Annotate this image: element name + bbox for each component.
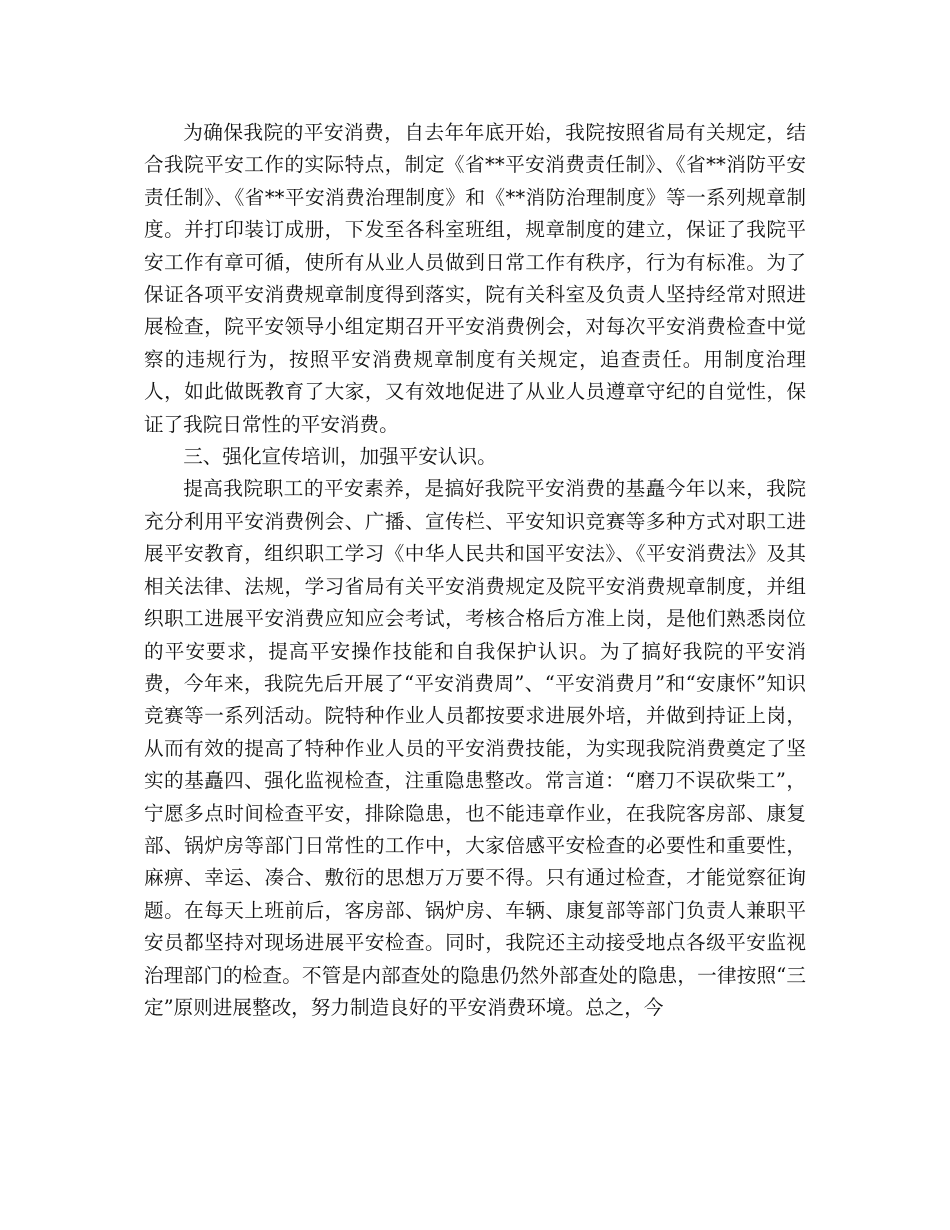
paragraph-regulations: 为确保我院的平安消费，自去年年底开始，我院按照省局有关规定，结合我院平安工作的实际特点，制定《省**平安消费责任制》、《省**消防平安责任制》、《省**平安消费治理制度》和《**消防治理制度》等一系列规章制度。并打印装订成册，下发至各科室班组，规章制度的建立，保证了我院平安工作有章可循，使所有从业人员做到日常工作有秩序，行为有标准。为了保证各项平安消费规章制度得到落实，院有关科室及负责人坚持经常对照进展检查，院平安领导小组定期召开平安消费例会，对每次平安消费检查中觉察的违规行为，按照平安消费规章制度有关规定，追查责任。用制度治理人，如此做既教育了大家，又有效地促进了从业人员遵章守纪的自觉性，保证了我院日常性的平安消费。 [144,121,806,436]
paragraph-training-inspection: 提高我院职工的平安素养，是搞好我院平安消费的基矗今年以来，我院充分利用平安消费例会、广播、宣传栏、平安知识竞赛等多种方式对职工进展平安教育，组织职工学习《中华人民共和国平安法》、《平安消费法》及其相关法律、法规，学习省局有关平安消费规定及院平安消费规章制度，并组织职工进展平安消费应知应会考试，考核合格后方准上岗，是他们熟悉岗位的平安要求，提高平安操作技能和自我保护认识。为了搞好我院的平安消费，今年来，我院先后开展了“平安消费周”、“平安消费月”和“安康怀”知识竞赛等一系列活动。院特种作业人员都按要求进展外培，并做到持证上岗，从而有效的提高了特种作业人员的平安消费技能，为实现我院消费奠定了坚实的基矗四、强化监视检查，注重隐患整改。常言道：“磨刀不误砍柴工”，宁愿多点时间检查平安，排除隐患，也不能违章作业，在我院客房部、康复部、锅炉房等部门日常性的工作中，大家倍感平安检查的必要性和重要性，麻痹、幸运、凑合、敷衍的思想万万要不得。只有通过检查，才能觉察征询题。在每天上班前后，客房部、锅炉房、车辆、康复部等部门负责人兼职平安员都坚持对现场进展平安检查。同时，我院还主动接受地点各级平安监视治理部门的检查。不管是内部查处的隐患仍然外部查处的隐患，一律按照“三定”原则进展整改，努力制造良好的平安消费环境。总之，今 [144,477,806,1019]
document-body [144,117,806,1024]
section-heading-publicity-training: 三、强化宣传培训，加强平安认识。 [183,445,497,469]
